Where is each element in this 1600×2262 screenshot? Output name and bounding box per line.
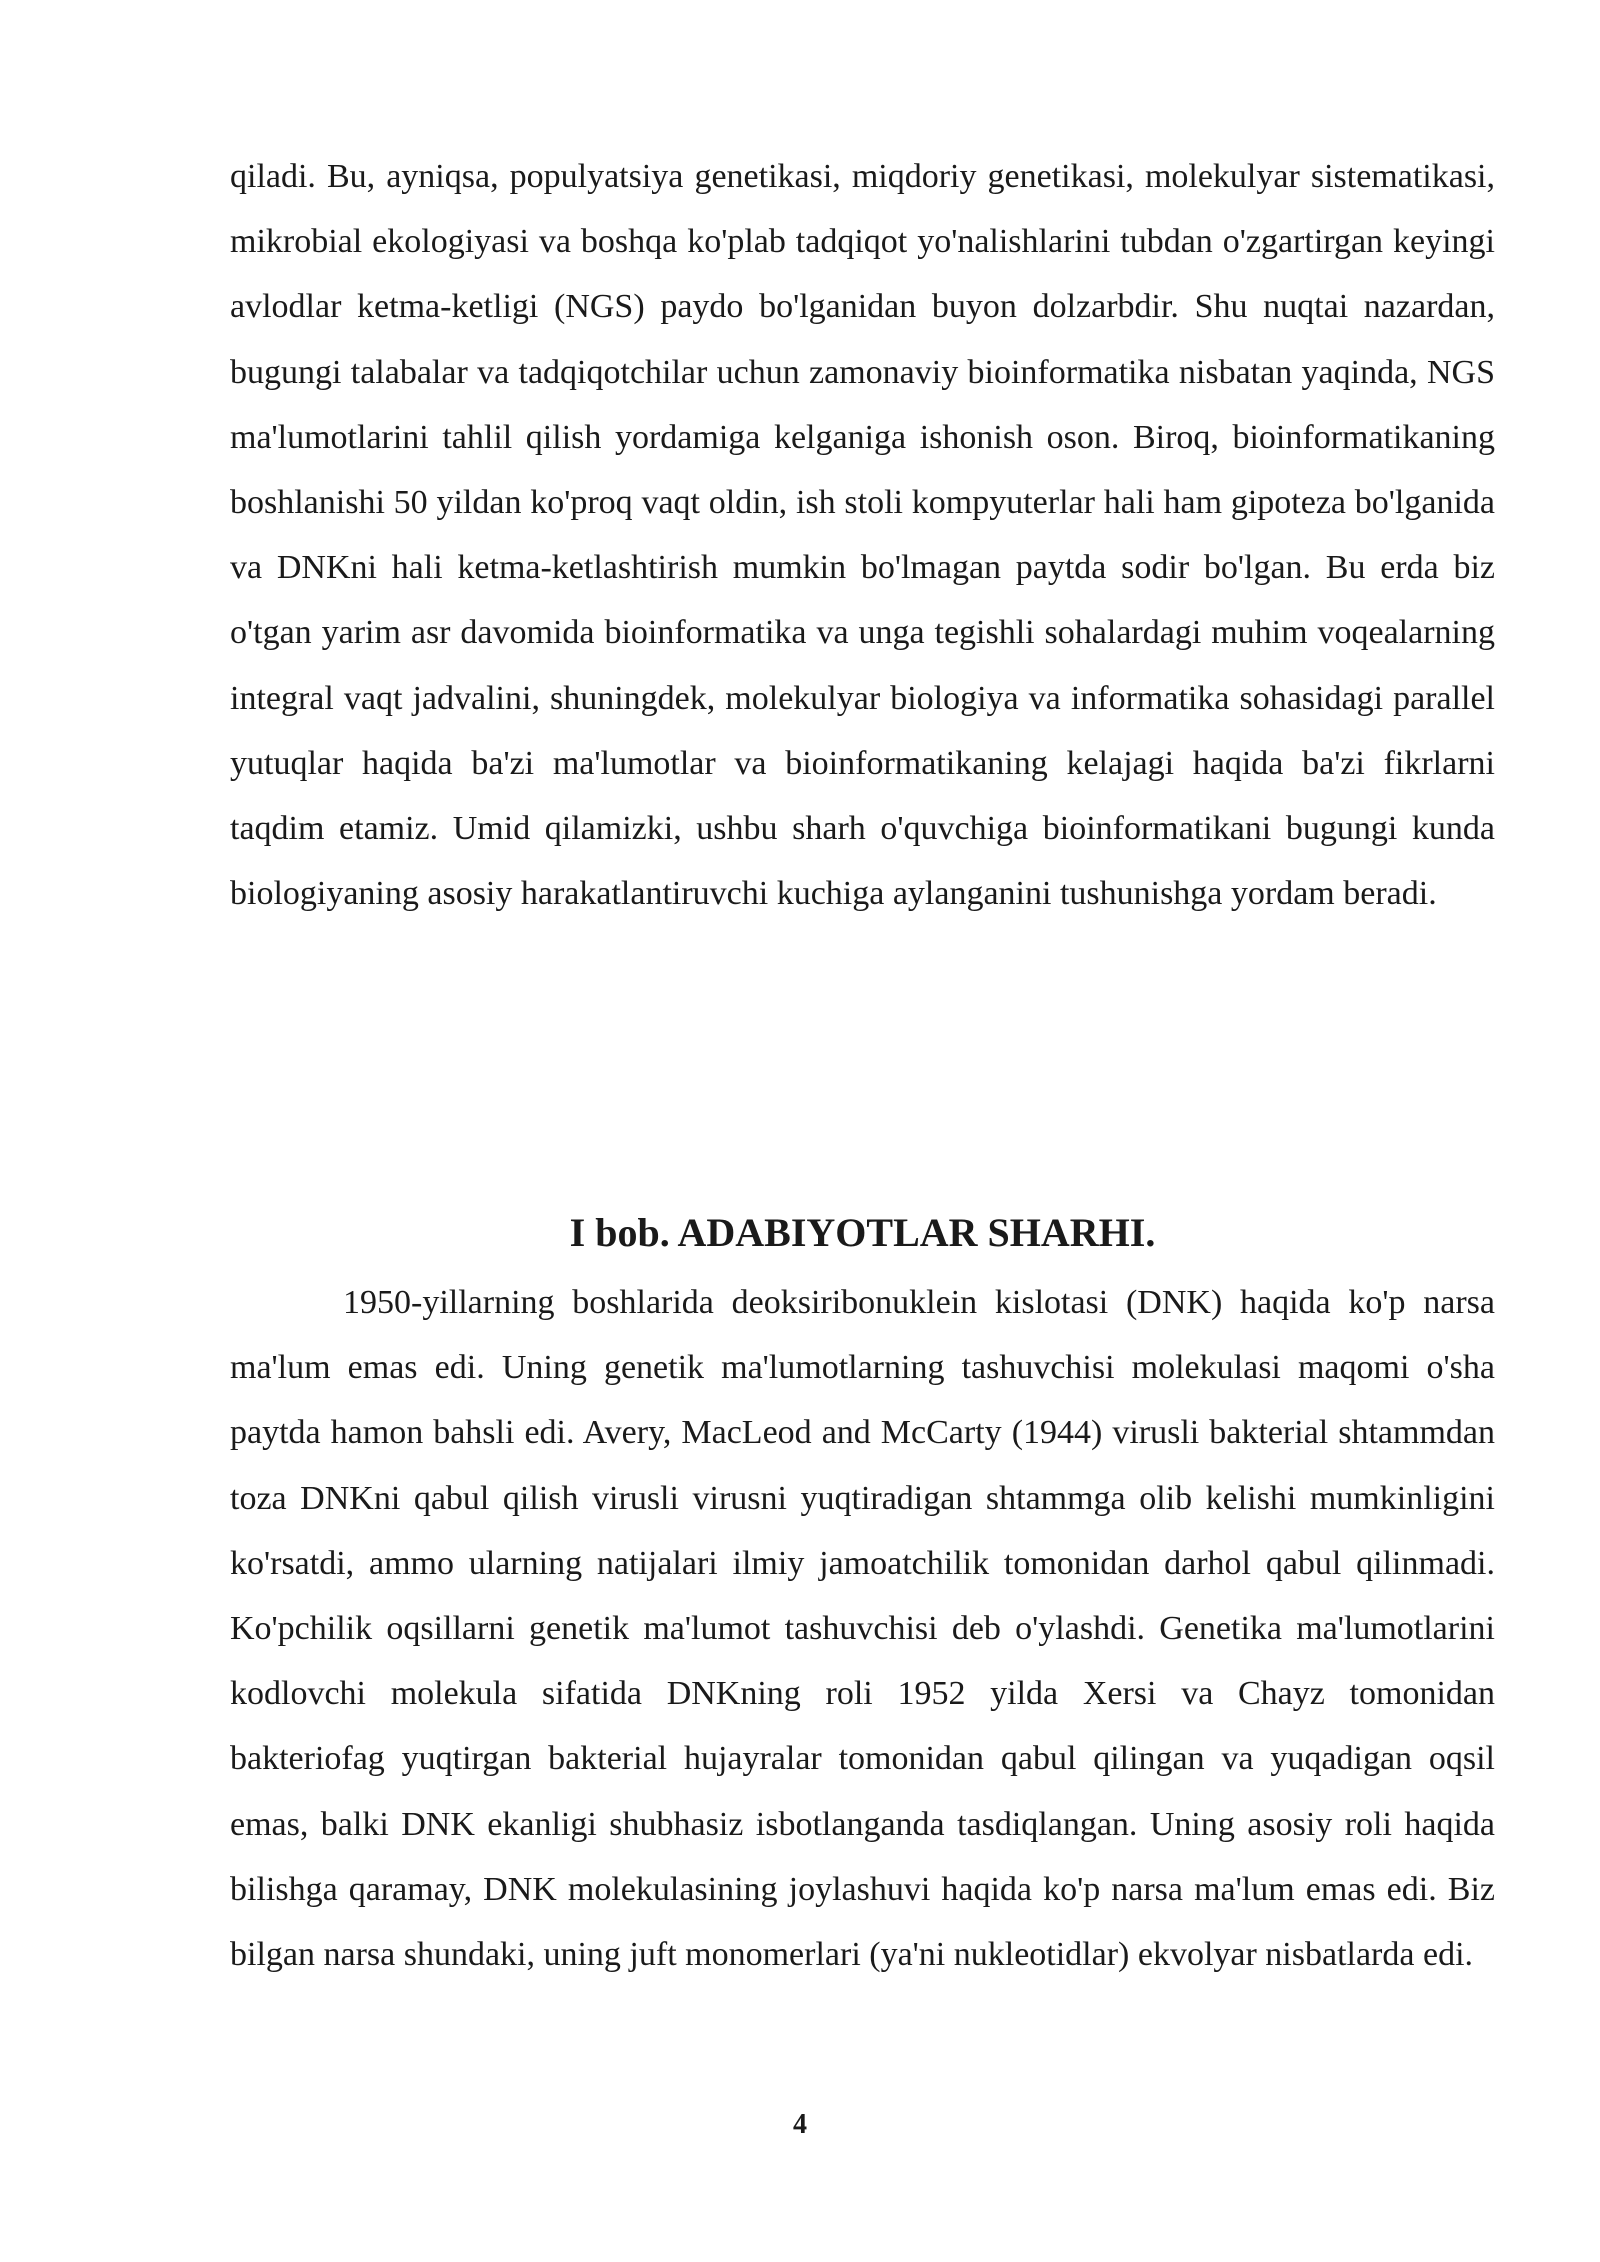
page-number: 4 <box>793 2109 807 2140</box>
chapter-heading: I bob. ADABIYOTLAR SHARHI. <box>569 1210 1156 1255</box>
body-paragraph-intro: qiladi. Bu, ayniqsa, populyatsiya genetikasi, miqdoriy genetikasi, molekulyar sistematikasi, mikrobial ekologiyasi va boshqa ko'plab tadqiqot yo'nalishlarini tubdan o'zgartirgan keyingi avlodlar ketma-ketligi (NGS) paydo bo'lganidan buyon dolzarbdir. Shu nuqtai nazardan, bugungi talabalar va tadqiqotchilar uchun zamonaviy bioinformatika nisbatan yaqinda, NGS ma'lumotlarini tahlil qilish yordamiga kelganiga ishonish oson. Biroq, bioinformatikaning boshlanishi 50 yildan ko'proq vaqt oldin, ish stoli kompyuterlar hali ham gipoteza bo'lganida va DNKni hali ketma-ketlashtirish mumkin bo'lmagan paytda sodir bo'lgan. Bu erda biz o'tgan yarim asr davomida bioinformatika va unga tegishli sohalardagi muhim voqealarning integral vaqt jadvalini, shuningdek, molekulyar biologiya va informatika sohasidagi parallel yutuqlar haqida ba'zi ma'lumotlar va bioinformatikaning kelajagi haqida ba'zi fikrlarni taqdim etamiz. Umid qilamizki, ushbu sharh o'quvchiga bioinformatikani bugungi kunda biologiyaning asosiy harakatlantiruvchi kuchiga aylanganini tushunishga yordam beradi. <box>230 158 1495 913</box>
body-paragraph-literature-review: 1950-yillarning boshlarida deoksiribonuklein kislotasi (DNK) haqida ko'p narsa ma'lum emas edi. Uning genetik ma'lumotlarning tashuvchisi molekulasi maqomi o'sha paytda hamon bahsli edi. Avery, MacLeod and McCarty (1944) virusli bakterial shtammdan toza DNKni qabul qilish virusli virusni yuqtiradigan shtammga olib kelishi mumkinligini ko'rsatdi, ammo ularning natijalari ilmiy jamoatchilik tomonidan darhol qabul qilinmadi. Ko'pchilik oqsillarni genetik ma'lumot tashuvchisi deb o'ylashdi. Genetika ma'lumotlarini kodlovchi molekula sifatida DNKning roli 1952 yilda Xersi va Chayz tomonidan bakteriofag yuqtirgan bakterial hujayralar tomonidan qabul qilingan va yuqadigan oqsil emas, balki DNK ekanligi shubhasiz isbotlanganda tasdiqlangan. Uning asosiy roli haqida bilishga qaramay, DNK molekulasining joylashuvi haqida ko'p narsa ma'lum emas edi. Biz bilgan narsa shundaki, uning juft monomerlari (ya'ni nukleotidlar) ekvolyar nisbatlarda edi. <box>230 1284 1495 1974</box>
